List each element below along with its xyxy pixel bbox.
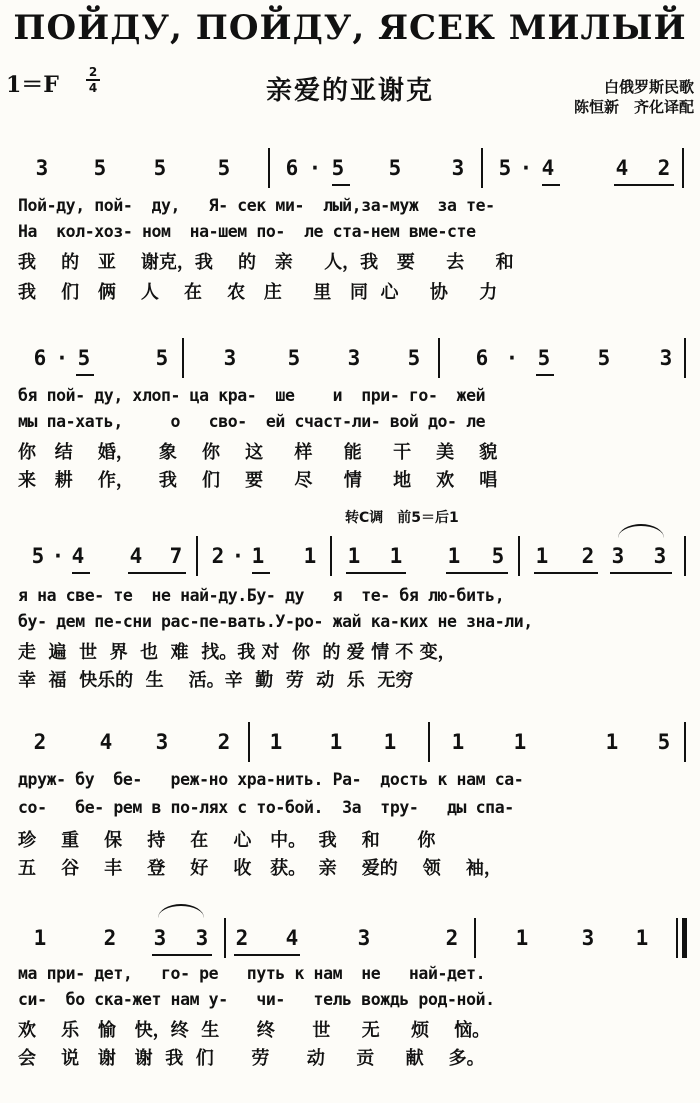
beam [536, 374, 554, 376]
note: 3 [155, 730, 169, 754]
note: 1 [329, 730, 343, 754]
bar-line [248, 722, 250, 762]
note: 1 [383, 730, 397, 754]
bar-line [438, 338, 440, 378]
beam [76, 374, 94, 376]
bar-line [428, 722, 430, 762]
note: 3 [357, 926, 371, 950]
lyric-line-chinese-1: 珍 重 保 持 在 心 中。 我 和 你 [18, 830, 436, 851]
beam [72, 572, 90, 574]
note: 1 [389, 544, 403, 568]
note: 4 [129, 544, 143, 568]
note: 2 [581, 544, 595, 568]
note: 2 [211, 544, 225, 568]
key-change-note: 转C调 前5＝后1 [345, 510, 459, 526]
note: 5 [388, 156, 402, 180]
bar-line [474, 918, 476, 958]
note: 3 [659, 346, 673, 370]
note: 1 [513, 730, 527, 754]
lyric-line-russian-1: друж- бу бе- реж-но хра-нить. Ра- дость к нам са- [18, 770, 524, 789]
note: 3 [451, 156, 465, 180]
note: 1 [447, 544, 461, 568]
bar-line [684, 536, 686, 576]
note: 5 [93, 156, 107, 180]
note: 1 [635, 926, 649, 950]
lyric-line-chinese-2: 五 谷 丰 登 好 收 获。 亲 爱的 领 袖， [18, 858, 502, 879]
note: 6 [33, 346, 47, 370]
lyric-line-chinese-1: 我 的 亚 谢克，我 的 亲 人，我 要 去 和 [18, 252, 514, 273]
bar-line [182, 338, 184, 378]
bar-line [684, 338, 686, 378]
note: 4 [285, 926, 299, 950]
note: 2 [103, 926, 117, 950]
staff-1-notation [18, 148, 690, 188]
note: 3 [653, 544, 667, 568]
note: 1 [535, 544, 549, 568]
lyric-line-russian-2: мы па-хать, о сво- ей счаст-ли- вой до- ле [18, 412, 486, 431]
beam [446, 572, 508, 574]
time-signature-bottom: 4 [88, 81, 98, 95]
lyric-line-russian-1: я на све- те не най-ду.Бу- ду я те- бя лю-бить, [18, 586, 505, 605]
note: 1 [251, 544, 265, 568]
dot: · [505, 346, 519, 370]
lyric-line-russian-2: На кол-хоз- ном на-шем по- ле ста-нем вме-сте [18, 222, 476, 241]
lyric-line-chinese-2: 幸 福 快乐的 生 活。辛 勤 劳 动 乐 无穷 [18, 670, 414, 691]
note: 5 [597, 346, 611, 370]
note: 3 [153, 926, 167, 950]
note: 1 [303, 544, 317, 568]
bar-line [682, 148, 684, 188]
tie [158, 904, 204, 918]
note: 3 [581, 926, 595, 950]
note: 2 [657, 156, 671, 180]
beam [610, 572, 672, 574]
bar-line [224, 918, 226, 958]
note: 1 [33, 926, 47, 950]
note: 5 [77, 346, 91, 370]
key-signature: 1＝F [6, 72, 59, 98]
note: 3 [347, 346, 361, 370]
staff-3-notation [18, 536, 690, 576]
dot: · [55, 346, 69, 370]
lyric-line-russian-1: Пой-ду, пой- ду, Я- сек ми- лый,за-муж за те- [18, 196, 495, 215]
note: 4 [99, 730, 113, 754]
time-signature-top: 2 [88, 65, 98, 79]
note: 5 [407, 346, 421, 370]
lyric-line-chinese-2: 来 耕 作， 我 们 要 尽 情 地 欢 唱 [18, 470, 498, 491]
note: 3 [195, 926, 209, 950]
dot: · [308, 156, 322, 180]
note: 6 [285, 156, 299, 180]
note: 2 [33, 730, 47, 754]
note: 3 [611, 544, 625, 568]
note: 5 [155, 346, 169, 370]
lyric-line-russian-1: ма при- дет, го- ре путь к нам не най-дет. [18, 964, 486, 983]
beam [234, 954, 300, 956]
note: 5 [491, 544, 505, 568]
credit-translators: 陈恒新 齐化译配 [573, 98, 694, 116]
staff-5-notation [18, 918, 690, 958]
beam [534, 572, 598, 574]
lyric-line-chinese-1: 你 结 婚， 象 你 这 样 能 干 美 貌 [18, 442, 498, 463]
bar-line [684, 722, 686, 762]
beam [346, 572, 406, 574]
lyric-line-russian-2: со- бе- рем в по-лях с то-бой. За тру- ды спа- [18, 798, 514, 817]
note: 5 [287, 346, 301, 370]
note: 5 [537, 346, 551, 370]
note: 1 [269, 730, 283, 754]
bar-line [268, 148, 270, 188]
note: 5 [217, 156, 231, 180]
note: 2 [217, 730, 231, 754]
note: 2 [445, 926, 459, 950]
note: 4 [615, 156, 629, 180]
note: 5 [331, 156, 345, 180]
note: 4 [541, 156, 555, 180]
note: 1 [451, 730, 465, 754]
beam [614, 184, 674, 186]
bar-line [481, 148, 483, 188]
beam [332, 184, 350, 186]
note: 4 [71, 544, 85, 568]
lyric-line-russian-2: си- бо ска-жет нам у- чи- тель вождь род-ной. [18, 990, 495, 1009]
note: 7 [169, 544, 183, 568]
final-bar-line-thick [682, 918, 687, 958]
tie [618, 524, 664, 538]
song-title-chinese: 亲爱的亚谢克 [265, 76, 434, 106]
beam [152, 954, 212, 956]
note: 1 [515, 926, 529, 950]
lyric-line-chinese-1: 欢 乐 愉 快，终 生 终 世 无 烦 恼。 [18, 1020, 491, 1041]
bar-line [196, 536, 198, 576]
dot: · [231, 544, 245, 568]
dot: · [51, 544, 65, 568]
beam [542, 184, 560, 186]
note: 2 [235, 926, 249, 950]
bar-line [330, 536, 332, 576]
lyric-line-russian-1: бя пой- ду, хлоп- ца кра- ше и при- го- жей [18, 386, 486, 405]
note: 5 [498, 156, 512, 180]
final-bar-line-thin [676, 918, 678, 958]
note: 3 [35, 156, 49, 180]
staff-2-notation [18, 338, 690, 378]
dot: · [519, 156, 533, 180]
note: 5 [657, 730, 671, 754]
lyric-line-chinese-1: 走 遍 世 界 也 难 找。我 对 你 的 爱 情 不 变， [18, 642, 456, 663]
song-title-russian: ПОЙДУ, ПОЙДУ, ЯСЕК МИЛЫЙ [13, 8, 687, 48]
beam [252, 572, 270, 574]
beam [128, 572, 186, 574]
lyric-line-chinese-2: 会 说 谢 谢 我 们 劳 动 贡 献 多。 [18, 1048, 485, 1069]
staff-4-notation [18, 722, 690, 762]
note: 5 [153, 156, 167, 180]
lyric-line-chinese-2: 我 们 俩 人 在 农 庄 里 同 心 协 力 [18, 282, 498, 303]
lyric-line-russian-2: бу- дем пе-сни рас-пе-вать.У-ро- жай ка-ких не зна-ли, [18, 612, 533, 631]
note: 6 [475, 346, 489, 370]
note: 3 [223, 346, 237, 370]
note: 5 [31, 544, 45, 568]
credit-genre: 白俄罗斯民歌 [603, 78, 694, 96]
note: 1 [347, 544, 361, 568]
bar-line [518, 536, 520, 576]
note: 1 [605, 730, 619, 754]
